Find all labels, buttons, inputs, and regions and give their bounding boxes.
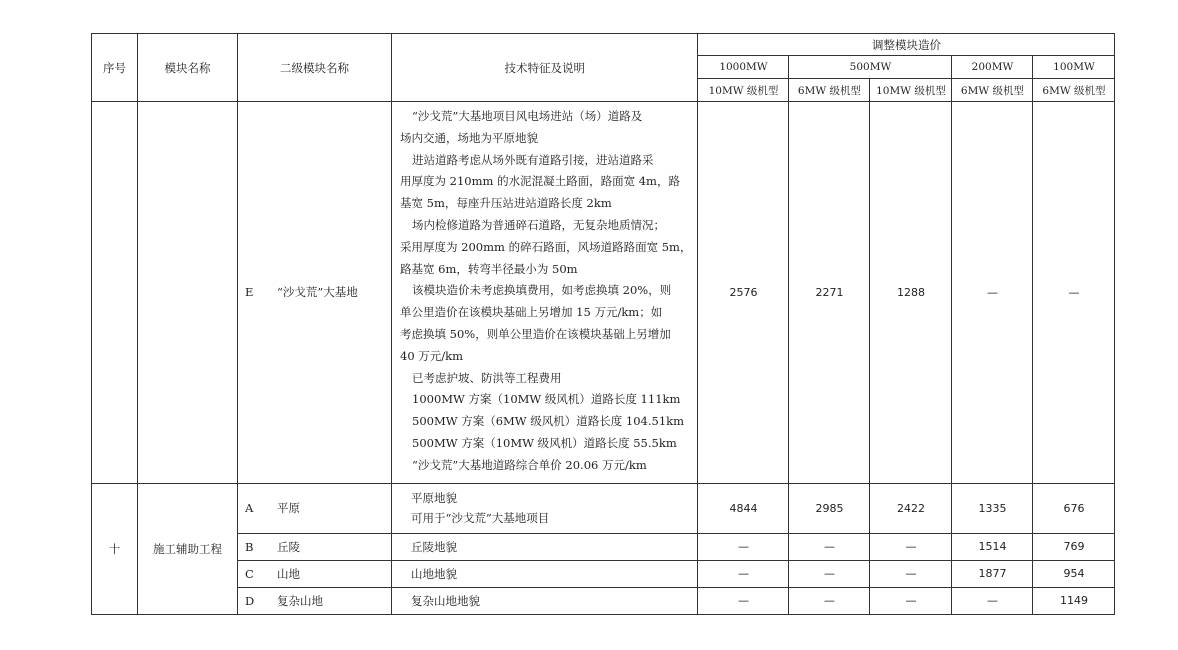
sub-module-name: 平原 — [277, 501, 300, 516]
value-cell: 769 — [1033, 533, 1115, 560]
value-cell: 2985 — [789, 483, 870, 533]
desc-line: 山地地貌 — [411, 566, 457, 581]
value-cell: — — [1033, 102, 1115, 484]
value-cell: — — [870, 560, 952, 587]
desc-line: “沙戈荒”大基地道路综合单价 20.06 万元/km — [412, 457, 647, 472]
tech-desc-cell — [392, 483, 698, 533]
header-cap-100: 100MW — [1033, 56, 1115, 79]
table-row — [92, 587, 1115, 614]
value-cell: 2576 — [698, 102, 789, 484]
desc-line: 复杂山地地貌 — [411, 593, 480, 608]
desc-line: 1000MW 方案（10MW 级风机）道路长度 111km — [412, 392, 681, 407]
sub-module-code: E — [245, 285, 254, 300]
header-price-group: 调整模块造价 — [698, 34, 1115, 56]
sub-module-name: 山地 — [277, 566, 300, 581]
value-cell: 1335 — [952, 483, 1033, 533]
desc-line: 平原地貌 — [411, 491, 457, 506]
header-model-10mw-a: 10MW 级机型 — [698, 79, 789, 102]
value-cell: 4844 — [698, 483, 789, 533]
value-cell: — — [952, 102, 1033, 484]
value-cell: 1877 — [952, 560, 1033, 587]
desc-line: 场内检修道路为普通碎石道路，无复杂地质情况； — [412, 217, 665, 232]
desc-line: 500MW 方案（10MW 级风机）道路长度 55.5km — [412, 435, 677, 450]
header-cap-500: 500MW — [789, 56, 952, 79]
tech-desc-cell — [392, 587, 698, 614]
sub-module-cell — [238, 483, 392, 533]
cost-table — [91, 33, 1115, 615]
header-cap-1000: 1000MW — [698, 56, 789, 79]
header-tech-desc: 技术特征及说明 — [392, 34, 698, 102]
sub-module-code: C — [245, 566, 254, 581]
table-row — [92, 560, 1115, 587]
sub-module-cell — [238, 533, 392, 560]
desc-line: 丘陵地貌 — [411, 539, 457, 554]
table-row — [92, 102, 1115, 484]
value-cell: — — [789, 560, 870, 587]
desc-line: 可用于“沙戈荒”大基地项目 — [411, 511, 550, 526]
desc-line: 基宽 5m，每座升压站进站道路长度 2km — [400, 196, 612, 211]
value-cell: — — [789, 587, 870, 614]
value-cell: 2422 — [870, 483, 952, 533]
module-cell: 施工辅助工程 — [138, 483, 238, 614]
desc-line: 进站道路考虑从场外既有道路引接，进站道路采 — [412, 152, 654, 167]
value-cell: 1514 — [952, 533, 1033, 560]
seq-cell: 十 — [92, 483, 138, 614]
header-module-name: 模块名称 — [138, 34, 238, 102]
sub-module-code: D — [245, 593, 255, 608]
value-cell: — — [870, 533, 952, 560]
desc-line: 单公里造价在该模块基础上另增加 15 万元/km；如 — [400, 305, 663, 320]
header-sub-module-name: 二级模块名称 — [238, 34, 392, 102]
table-row — [92, 483, 1115, 533]
seq-cell — [92, 102, 138, 484]
header-model-6mw-c: 6MW 级机型 — [1033, 79, 1115, 102]
value-cell: — — [698, 533, 789, 560]
desc-line: 已考虑护坡、防洪等工程费用 — [412, 370, 562, 385]
value-cell: — — [789, 533, 870, 560]
desc-line: 考虑换填 50%，则单公里造价在该模块基础上另增加 — [400, 326, 671, 341]
value-cell: — — [698, 587, 789, 614]
value-cell: — — [698, 560, 789, 587]
sub-module-cell — [238, 587, 392, 614]
sub-module-code: A — [245, 501, 254, 516]
desc-line: 40 万元/km — [400, 348, 464, 363]
header-model-6mw-a: 6MW 级机型 — [789, 79, 870, 102]
tech-desc-cell — [392, 533, 698, 560]
value-cell: 1149 — [1033, 587, 1115, 614]
sub-module-cell — [238, 102, 392, 484]
value-cell: 954 — [1033, 560, 1115, 587]
header-model-6mw-b: 6MW 级机型 — [952, 79, 1033, 102]
desc-line: 该模块造价未考虑换填费用，如考虑换填 20%，则 — [412, 283, 672, 298]
header-seq: 序号 — [92, 34, 138, 102]
sub-module-cell — [238, 560, 392, 587]
desc-line: 用厚度为 210mm 的水泥混凝土路面，路面宽 4m，路 — [400, 174, 680, 189]
value-cell: 676 — [1033, 483, 1115, 533]
value-cell: 1288 — [870, 102, 952, 484]
table-row — [92, 533, 1115, 560]
desc-line: 采用厚度为 200mm 的碎石路面，风场道路路面宽 5m， — [400, 239, 692, 254]
value-cell: — — [952, 587, 1033, 614]
header-model-10mw-b: 10MW 级机型 — [870, 79, 952, 102]
module-cell — [138, 102, 238, 484]
sub-module-name: 复杂山地 — [277, 593, 323, 608]
sub-module-code: B — [245, 539, 254, 554]
desc-line: 路基宽 6m，转弯半径最小为 50m — [400, 261, 578, 276]
tech-desc-cell — [392, 102, 698, 484]
desc-line: 500MW 方案（6MW 级风机）道路长度 104.51km — [412, 414, 685, 429]
tech-desc-cell — [392, 560, 698, 587]
value-cell: 2271 — [789, 102, 870, 484]
header-cap-200: 200MW — [952, 56, 1033, 79]
desc-line: 场内交通，场地为平原地貌 — [400, 130, 538, 145]
sub-module-name: 丘陵 — [277, 539, 300, 554]
value-cell: — — [870, 587, 952, 614]
desc-line: “沙戈荒”大基地项目风电场进站（场）道路及 — [412, 109, 643, 123]
sub-module-name: “沙戈荒”大基地 — [277, 285, 358, 300]
